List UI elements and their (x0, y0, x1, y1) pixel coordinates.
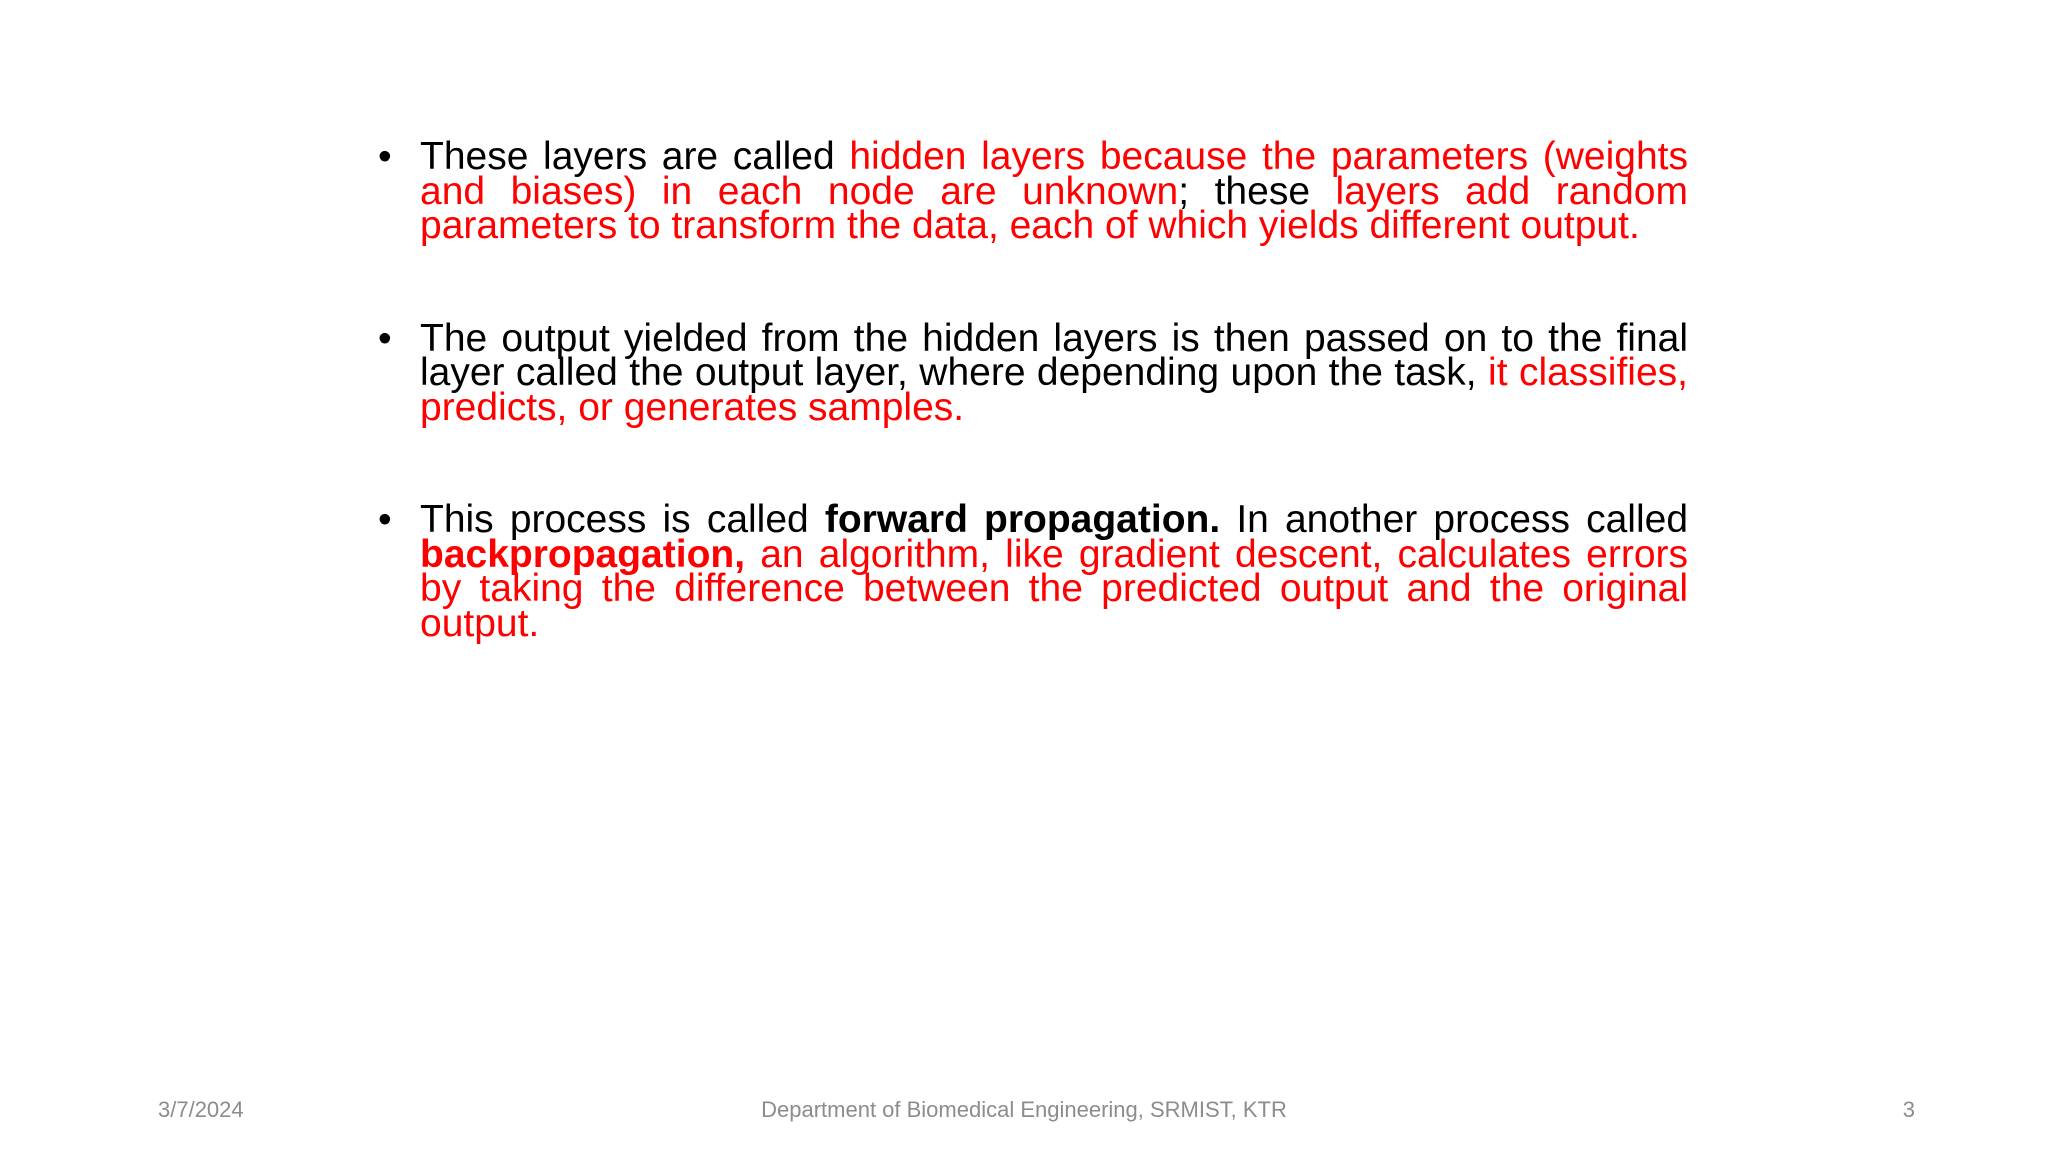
text-segment: The output yielded from the hidden layers is then passed on to the final layer called the output layer, where depending upon the task, (420, 316, 1688, 394)
highlight-segment: hidden layers because the parameters (weights and biases) in each node are unknown (420, 135, 1688, 213)
footer-department: Department of Biomedical Engineering, SRMIST, KTR (761, 1097, 1287, 1122)
text-segment: ; these (1178, 169, 1336, 213)
text-segment: These layers are called (420, 135, 850, 178)
text-segment: This process is called (420, 498, 825, 541)
text-segment: In another process called (1220, 498, 1689, 541)
highlight-segment: an algorithm, like gradient descent, calculates errors by taking the difference between the predicted output and the original output. (420, 532, 1688, 645)
highlight-segment: layers add random parameters to transform the data, each of which yields different output. (420, 169, 1688, 247)
slide-body (378, 135, 1689, 645)
footer-date: 3/7/2024 (158, 1097, 244, 1122)
bullet-output-layer (378, 316, 1688, 429)
highlight-segment: it classifies, predicts, or generates samples. (420, 351, 1688, 429)
bullet-propagation (378, 498, 1689, 645)
bold-term-backpropagation: backpropagation, (420, 532, 746, 576)
bullet-hidden-layers (378, 135, 1688, 247)
bold-term-forward-propagation: forward propagation. (824, 498, 1221, 541)
footer-page-number: 3 (1902, 1097, 1915, 1122)
bullet-dot: • (378, 135, 392, 178)
bullet-dot: • (378, 498, 392, 541)
bullet-dot: • (378, 316, 392, 360)
